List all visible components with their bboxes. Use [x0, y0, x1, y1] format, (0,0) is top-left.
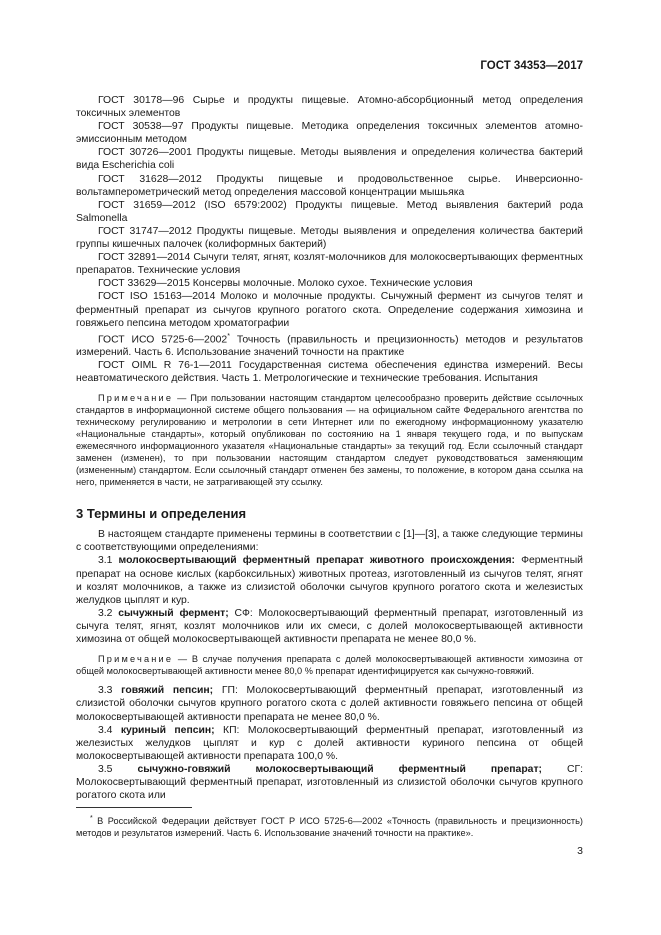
reference-item: ГОСТ ISO 15163—2014 Молоко и молочные продукты. Сычужный фермент из сычугов телят и ферментный препарат из сычугов крупного рогатого скота. Определение содержания химозина и говяжьего пепсина методом хроматографии: [76, 291, 583, 329]
footnote-text: В Российской Федерации действует ГОСТ Р ИСО 5725-6—2002 «Точность (правильность и прецизионность) методов и результатов измерений. Часть 6. Использование значений точности на практике».: [76, 816, 583, 839]
term-text: СФ: Молокосвертывающий ферментный препарат, изготовленный из сычуга телят, ягнят, козлят молочников или их смеси, с долей молокосвертывающей активности химозина от общей молокосвертывающей активности препарата не менее 80,0 %.: [76, 607, 583, 646]
term-name: говяжий пепсин;: [121, 685, 214, 697]
document-code: ГОСТ 34353—2017: [480, 60, 583, 72]
term-definition: [76, 724, 583, 763]
page-number: 3: [577, 845, 583, 857]
term-definition: [76, 554, 583, 606]
ref-iso-title: Точность (правильность и прецизионность) методов и результатов измерений. Часть 6. Использование значений точности на практике: [76, 334, 583, 359]
term-text: СГ: Молокосвертывающий ферментный препарат, изготовленный из слизистой оболочки сычугов крупного рогатого скота или: [76, 763, 583, 802]
ref-iso-code: ГОСТ ИСО 5725-6—2002: [98, 334, 228, 346]
term-definition: [76, 763, 583, 802]
term-name: сычужно-говяжий молокосвертывающий ферментный препарат;: [137, 763, 542, 775]
term-text: КП: Молокосвертывающий ферментный препарат, изготовленный из железистых желудков цыплят и кур с долей активности куриного пепсина от общей молокосвертывающей активности препарата 100,0 %.: [76, 724, 583, 762]
reference-item: ГОСТ 31659—2012 (ISO 6579:2002) Продукты пищевые. Метод выявления бактерий рода Salmonella: [76, 199, 583, 224]
note-rennet: [76, 653, 583, 677]
note-referenced-standards: [76, 392, 583, 489]
page-body: [76, 94, 583, 802]
footnote-marker: *: [227, 332, 230, 340]
term-definition: [76, 607, 583, 646]
term-text: ГП: Молокосвертывающий ферментный препарат, изготовленный из слизистой оболочки сычугов крупного рогатого скота с долей активности говяжьего пепсина от общей молокосвертывающей активности препарата не менее 80,0 %.: [76, 685, 583, 723]
section-title: 3 Термины и определения: [76, 506, 247, 522]
term-name: куриный пепсин;: [120, 724, 215, 736]
term-name: молокосвертывающий ферментный препарат животного происхождения:: [118, 555, 515, 567]
reference-item: ГОСТ 30726—2001 Продукты пищевые. Методы выявления и определения количества бактерий вида Escherichia coli: [76, 147, 583, 172]
term-number: 3.1: [98, 555, 119, 567]
reference-item: ГОСТ 33629—2015 Консервы молочные. Молоко сухое. Технические условия: [98, 278, 473, 290]
term-number: 3.2: [98, 607, 119, 619]
reference-item: ГОСТ 32891—2014 Сычуги телят, ягнят, козлят-молочников для молокосвертывающих ферментных препаратов. Технические условия: [76, 252, 583, 277]
term-number: 3.4: [98, 724, 121, 736]
note-label: Примечание: [98, 654, 174, 665]
note-text: — В случае получения препарата с долей молокосвертывающей активности химозина от общей молокосвертывающей активности менее 80,0 % препарат идентифицируется как сычужно-говяжий.: [76, 654, 583, 677]
section-intro: В настоящем стандарте применены термины в соответствии с [1]—[3], а также следующие термины с соответствующими определениями:: [76, 529, 583, 554]
note-text: — При пользовании настоящим стандартом целесообразно проверить действие ссылочных стандартов в информационной системе общего пользования — на официальном сайте Федерального агентства по техническому регулированию и метрологии в сети Интернет или по ежегодному информационному указателю «Национальные стандарты», который опубликован по состоянию на 1 января текущего года, и по выпускам ежемесячного информационного указателя «Национальные стандарты» за текущий год. Если ссылочный стандарт заменен (изменен), то при пользовании настоящим стандартом следует руководствоваться заменяющим (измененным) стандартом. Если ссылочный стандарт отменен без замены, то положение, в котором дана ссылка на него, применяется в части, не затрагивающей эту ссылку.: [76, 392, 583, 488]
footnote: [76, 813, 583, 839]
footnote-marker: *: [90, 815, 93, 822]
reference-item: ГОСТ 31747—2012 Продукты пищевые. Методы выявления и определения количества бактерий группы кишечных палочек (колиформных бактерий): [76, 225, 583, 251]
term-number: 3.3: [98, 685, 122, 697]
term-text: Ферментный препарат на основе кислых (карбоксильных) животных протеаз, изготовленный из сычугов телят, ягнят и козлят молочников, а также из слизистой оболочки сычугов крупного рогатого скота и железистых желудков цыплят и кур.: [76, 555, 583, 606]
term-number: 3.5: [98, 763, 138, 775]
term-name: сычужный фермент;: [118, 607, 229, 619]
reference-item: ГОСТ OIML R 76-1—2011 Государственная система обеспечения единства измерений. Весы неавтоматического действия. Часть 1. Метрологические и технические требования. Испытания: [76, 360, 583, 385]
note-label: Примечание: [98, 392, 174, 403]
footnote-divider: [76, 807, 192, 808]
term-definition: [76, 684, 583, 723]
reference-item: ГОСТ 30178—96 Сырье и продукты пищевые. Атомно-абсорбционный метод определения токсичных элементов: [76, 95, 583, 120]
reference-item: ГОСТ 30538—97 Продукты пищевые. Методика определения токсичных элементов атомно-эмиссионным методом: [76, 121, 583, 146]
reference-item: ГОСТ 31628—2012 Продукты пищевые и продовольственное сырье. Инверсионно-вольтамперометрический метод определения массовой концентрации мышьяка: [76, 173, 583, 198]
reference-item-iso: [76, 330, 583, 360]
